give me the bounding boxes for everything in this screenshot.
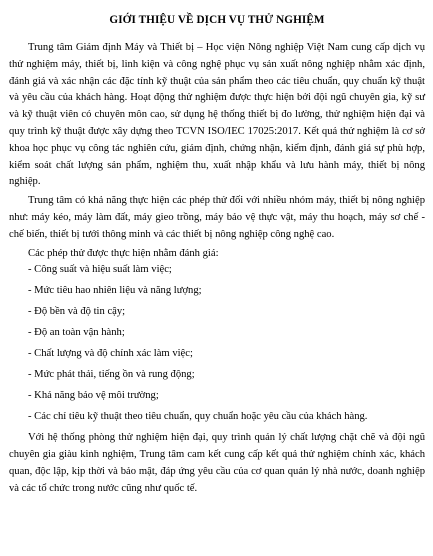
- page-title: GIỚI THIỆU VỀ DỊCH VỤ THỬ NGHIỆM: [109, 14, 325, 26]
- list-item: - Độ bền và độ tin cậy;: [28, 306, 126, 318]
- list-item: - Mức tiêu hao nhiên liệu và năng lượng;: [28, 285, 202, 297]
- list-item: - Khả năng bảo vệ môi trường;: [28, 390, 159, 402]
- list-intro: Các phép thử được thực hiện nhằm đánh giá:: [28, 247, 219, 259]
- list-item: - Chất lượng và độ chính xác làm việc;: [28, 348, 193, 360]
- list-item: - Công suất và hiệu suất làm việc;: [28, 264, 172, 276]
- list-item: - Mức phát thải, tiếng ồn và rung động;: [28, 369, 195, 381]
- test-criteria-list: [9, 262, 425, 426]
- list-item: - Các chỉ tiêu kỹ thuật theo tiêu chuẩn, quy chuẩn hoặc yêu cầu của khách hàng.: [28, 411, 368, 423]
- closing-paragraph: Với hệ thống phòng thử nghiệm hiện đại, quy trình quản lý chất lượng chặt chẽ và đội ngũ chuyên gia giàu kinh nghiệm, Trung tâm cam kết cung cấp kết quả thử nghiệm chính xác, khách quan, độc lập, kịp thời và bảo mật, đáp ứng yêu cầu của cơ quan quản lý nhà nước, doanh nghiệp và các tổ chức trong nước cũng như quốc tế.: [9, 432, 425, 494]
- intro-paragraph: Trung tâm Giám định Máy và Thiết bị – Học viện Nông nghiệp Việt Nam cung cấp dịch vụ thử nghiệm máy, thiết bị, linh kiện và công nghệ phục vụ sản xuất nông nghiệp nhằm xác định, đánh giá và xác nhận các đặc tính kỹ thuật của sản phẩm theo các tiêu chuẩn, quy chuẩn kỹ thuật và yêu cầu của khách hàng. Hoạt động thử nghiệm được thực hiện bởi đội ngũ chuyên gia, kỹ sư và kỹ thuật viên có chuyên môn cao, sử dụng hệ thống thiết bị đo lường, thử nghiệm hiện đại và quy trình kỹ thuật được xây dựng theo TCVN ISO/IEC 17025:2017. Kết quả thử nghiệm là cơ sở khoa học phục vụ công tác nghiên cứu, giám định, chứng nhận, kiểm định, đánh giá sự phù hợp, kiểm soát chất lượng sản phẩm, nghiệm thu, xuất nhập khẩu và lưu hành máy, thiết bị nông nghiệp.: [9, 42, 425, 188]
- capability-paragraph: Trung tâm có khả năng thực hiện các phép thử đối với nhiều nhóm máy, thiết bị nông nghiệp như: máy kéo, máy làm đất, máy gieo trồng, máy bảo vệ thực vật, máy thu hoạch, máy sơ chế - chế biến, thiết bị tưới thông minh và các thiết bị nông nghiệp công nghệ cao.: [9, 195, 425, 240]
- list-item: - Độ an toàn vận hành;: [28, 327, 125, 339]
